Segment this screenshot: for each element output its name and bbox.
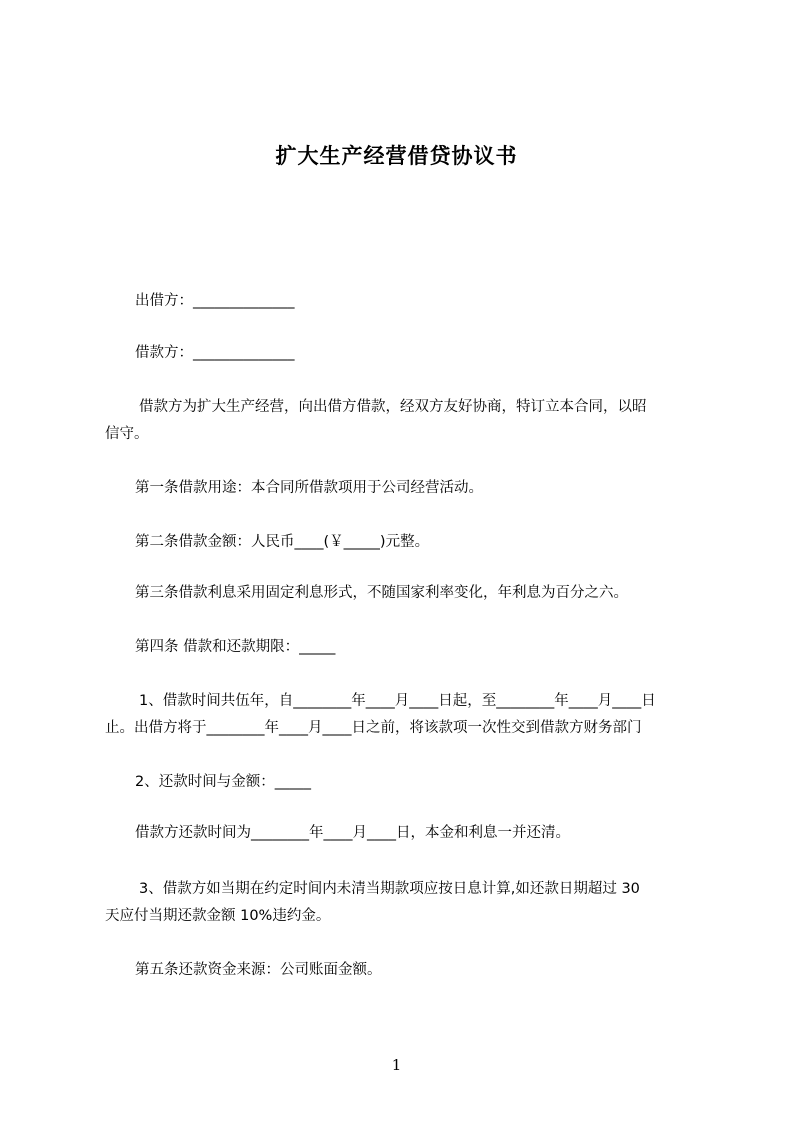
repayment-time: 借款方还款时间为________年____月____日，本金和利息一并还清。: [135, 825, 570, 841]
article-5: 第五条还款资金来源：公司账面金额。: [135, 962, 382, 978]
clause-3-line1: 3、借款方如当期在约定时间内未清当期款项应按日息计算,如还款日期超过 30: [139, 881, 640, 897]
article-2: 第二条借款金额：人民币____(￥_____)元整。: [135, 534, 430, 550]
clause-1-line1: 1、借款时间共伍年，自________年____月____日起，至________年____月____日: [139, 693, 656, 709]
intro-paragraph-line2: 信守。: [105, 426, 149, 442]
article-4: 第四条 借款和还款期限：_____: [135, 639, 336, 655]
article-3: 第三条借款利息采用固定利息形式，不随国家利率变化，年利息为百分之六。: [135, 585, 628, 601]
intro-paragraph-line1: 借款方为扩大生产经营，向出借方借款，经双方友好协商，特订立本合同，以昭: [139, 399, 647, 415]
document-title: 扩大生产经营借贷协议书: [275, 144, 518, 168]
clause-1-line2: 止。出借方将于________年____月____日之前，将该款项一次性交到借款方财务部门: [105, 720, 642, 736]
lender-line: 出借方：______________: [135, 293, 295, 309]
clause-2: 2、还款时间与金额：_____: [135, 774, 311, 790]
page-number: 1: [391, 1056, 402, 1074]
article-1: 第一条借款用途：本合同所借款项用于公司经营活动。: [135, 480, 483, 496]
clause-3-line2: 天应付当期还款金额 10%违约金。: [105, 908, 331, 924]
borrower-line: 借款方：______________: [135, 345, 295, 361]
